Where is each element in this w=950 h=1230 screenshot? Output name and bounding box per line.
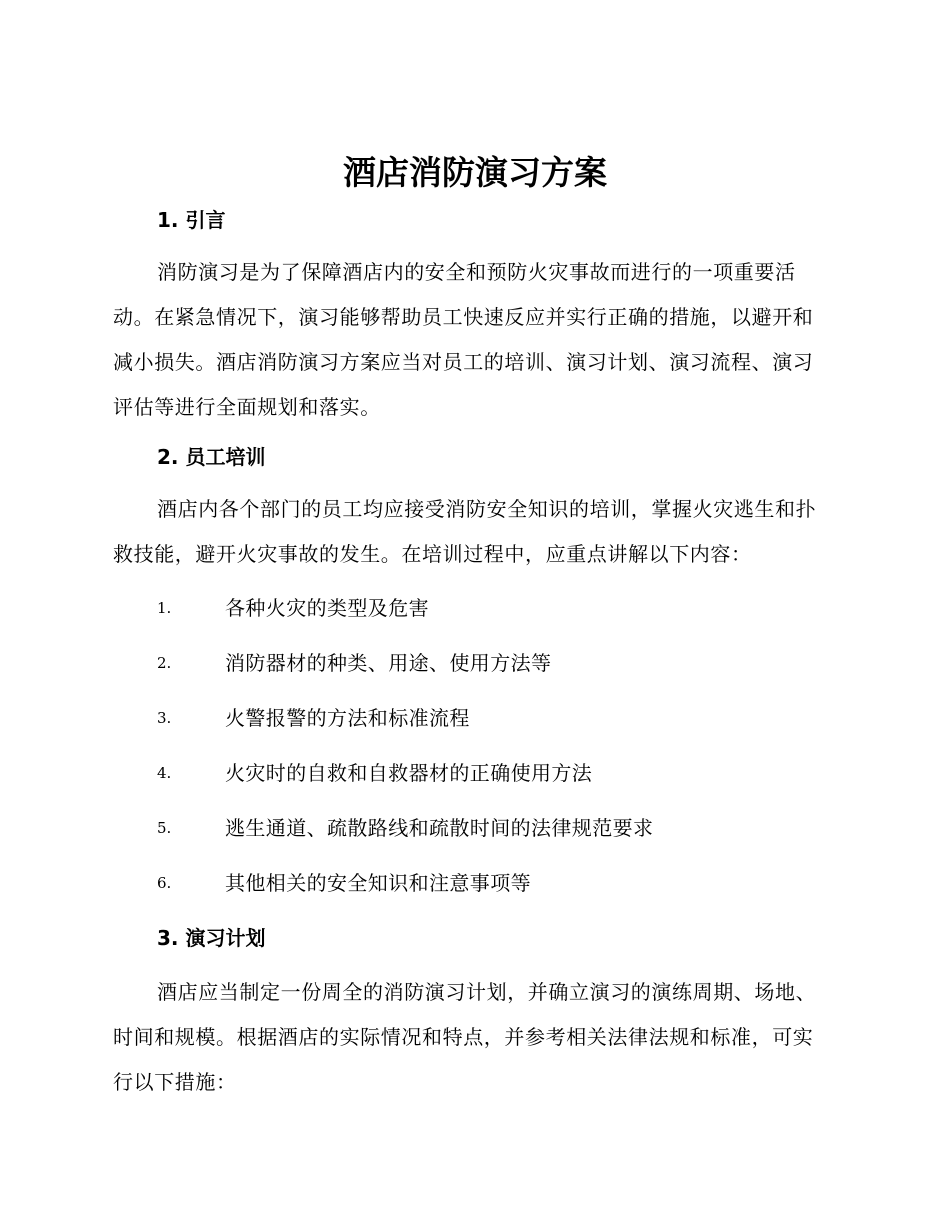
list-item-text: 火警报警的方法和标准流程 (225, 706, 470, 730)
section-heading-staff-training: 2. 员工培训 (157, 445, 266, 469)
list-item-text: 各种火灾的类型及危害 (225, 596, 429, 620)
list-item-text: 消防器材的种类、用途、使用方法等 (225, 651, 552, 675)
section-heading-drill-plan: 3. 演习计划 (157, 926, 266, 950)
list-item-number: 6. (157, 874, 172, 892)
list-item-number: 5. (157, 819, 172, 837)
section-paragraph-drill-plan: 酒店应当制定一份周全的消防演习计划，并确立演习的演练周期、场地、时间和规模。根据酒店的实际情况和特点，并参考相关法律法规和标准，可实行以下措施： (113, 980, 817, 1094)
document-title: 酒店消防演习方案 (343, 153, 607, 192)
list-item-number: 3. (157, 709, 172, 727)
list-item-text: 逃生通道、疏散路线和疏散时间的法律规范要求 (225, 816, 654, 840)
section-paragraph-staff-training: 酒店内各个部门的员工均应接受消防安全知识的培训，掌握火灾逃生和扑救技能，避开火灾事故的发生。在培训过程中，应重点讲解以下内容： (113, 497, 817, 566)
section-heading-introduction: 1. 引言 (157, 208, 226, 232)
list-item-text: 火灾时的自救和自救器材的正确使用方法 (225, 761, 593, 785)
list-item-number: 4. (157, 764, 172, 782)
list-item-number: 1. (157, 599, 172, 617)
list-item-number: 2. (157, 654, 172, 672)
section-paragraph-introduction: 消防演习是为了保障酒店内的安全和预防火灾事故而进行的一项重要活动。在紧急情况下，演习能够帮助员工快速反应并实行正确的措施，以避开和减小损失。酒店消防演习方案应当对员工的培训、演习计划、演习流程、演习评估等进行全面规划和落实。 (113, 260, 814, 419)
list-item-text: 其他相关的安全知识和注意事项等 (225, 871, 531, 895)
